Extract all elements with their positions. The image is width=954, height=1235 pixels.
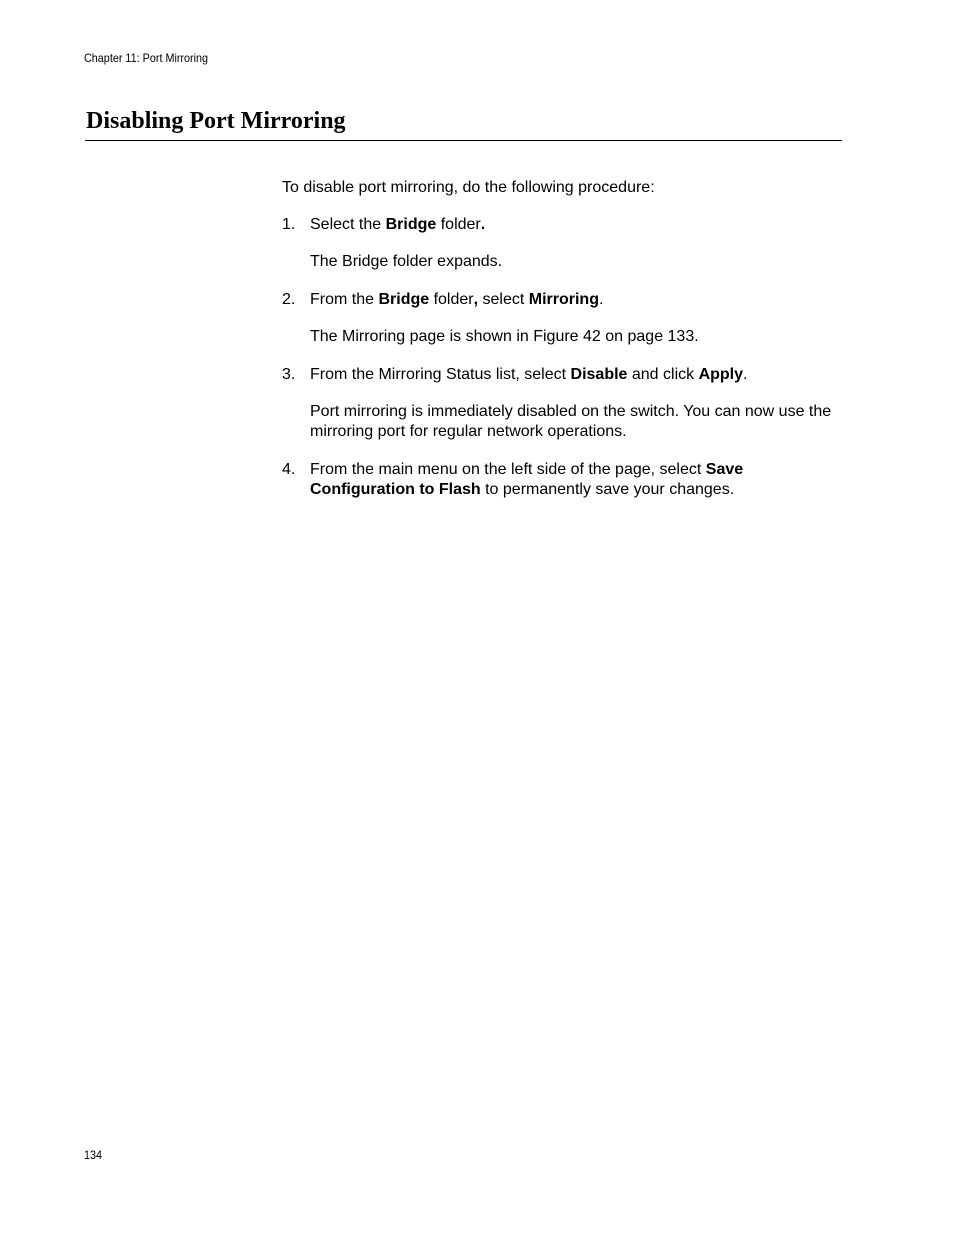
section-title: Disabling Port Mirroring xyxy=(86,108,346,134)
bold-term: , xyxy=(473,291,479,308)
step-result: The Bridge folder expands. xyxy=(310,253,503,270)
step-2 xyxy=(282,290,847,347)
step-instruction xyxy=(310,460,847,500)
step-text-run: and click xyxy=(627,366,699,383)
title-rule xyxy=(85,140,842,141)
step-3 xyxy=(282,365,847,442)
bold-term: Apply xyxy=(698,366,744,383)
step-text-run: . xyxy=(598,291,604,308)
intro-paragraph: To disable port mirroring, do the following procedure: xyxy=(282,179,655,196)
step-4 xyxy=(282,460,847,500)
step-number: 4. xyxy=(282,461,296,478)
step-instruction xyxy=(310,365,847,385)
page-number: 134 xyxy=(84,1148,103,1162)
step-text-run: . xyxy=(743,366,748,383)
procedure-body xyxy=(282,178,847,517)
bold-term: Bridge xyxy=(385,216,437,233)
step-text-run: Select the xyxy=(310,216,386,233)
bold-term: Mirroring xyxy=(528,291,599,308)
bold-term: Save Configuration to Flash xyxy=(310,461,744,498)
step-text-run: folder xyxy=(429,291,474,308)
step-number: 1. xyxy=(282,216,296,233)
step-text-run: From the main menu on the left side of the page, select xyxy=(310,461,706,478)
step-text-run: folder xyxy=(436,216,481,233)
step-result: Port mirroring is immediately disabled on the switch. You can now use the mirroring port for regular network operations. xyxy=(310,403,832,440)
step-text-run: From the Mirroring Status list, select xyxy=(310,366,571,383)
step-text-run: From the xyxy=(310,291,379,308)
step-number: 3. xyxy=(282,366,296,383)
step-instruction xyxy=(310,215,847,235)
running-header: Chapter 11: Port Mirroring xyxy=(84,51,209,65)
step-text-run: select xyxy=(478,291,529,308)
step-instruction xyxy=(310,290,847,310)
step-result: The Mirroring page is shown in Figure 42 on page 133. xyxy=(310,328,699,345)
step-text-run: to permanently save your changes. xyxy=(480,481,735,498)
bold-term: . xyxy=(480,216,486,233)
step-number: 2. xyxy=(282,291,296,308)
bold-term: Disable xyxy=(570,366,628,383)
step-1 xyxy=(282,215,847,272)
bold-term: Bridge xyxy=(378,291,430,308)
